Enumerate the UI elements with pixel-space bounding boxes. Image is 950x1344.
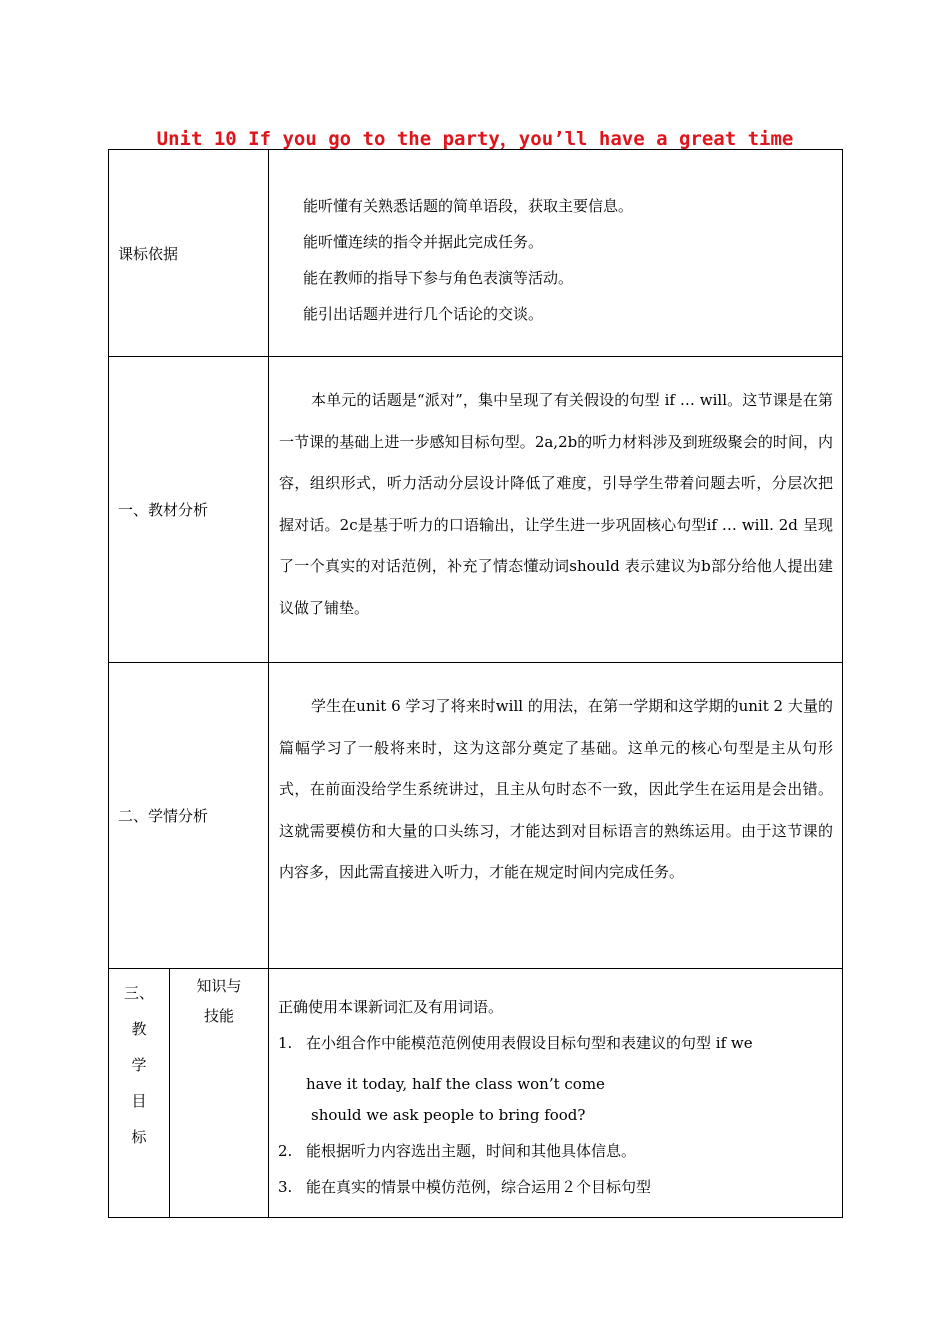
sub-label-knowledge-skills xyxy=(170,969,269,1218)
goal-continuation: have it today, half the class won’t come xyxy=(306,1075,605,1093)
lesson-plan-table xyxy=(108,149,843,1218)
textbook-analysis-text: 本单元的话题是“派对”，集中呈现了有关假设的句型 if … will。这节课是在第一节课的基础上进一步感知目标句型。2a,2b的听力材料涉及到班级聚会的时间，内容，组织形式，听力活动分层设计降低了难度，引导学生带着问题去听，分层次把握对话。2c是基于听力的口语输出，让学生进一步巩固核心句型if … will. 2d 呈现了一个真实的对话范例，补充了情态懂动词should 表示建议为b部分给他人提出建议做了铺垫。 xyxy=(279,391,834,617)
goal-number: 2. xyxy=(278,1142,293,1160)
goal-text: 在小组合作中能模范范例使用表假设目标句型和表建议的句型 if we xyxy=(306,1034,753,1052)
goal-continuation: should we ask people to bring food? xyxy=(311,1106,586,1124)
document-title: Unit 10 If you go to the party，you’ll have a great time xyxy=(156,128,794,150)
sub-label-line: 技能 xyxy=(204,1007,235,1025)
student-analysis-text: 学生在unit 6 学习了将来时will 的用法，在第一学期和这学期的unit 2 大量的篇幅学习了一般将来时，这为这部分奠定了基础。这单元的核心句型是主从句形式，在前面没给学生系统讲过，且主从句时态不一致，因此学生在运用是会出错。这就需要模仿和大量的口头练习，才能达到对目标语言的熟练运用。由于这节课的内容多，因此需直接进入听力，才能在规定时间内完成任务。 xyxy=(279,697,834,881)
table-row xyxy=(109,357,843,663)
goals-label-char: 三、 xyxy=(123,984,154,1002)
curriculum-line: 能在教师的指导下参与角色表演等活动。 xyxy=(303,269,574,287)
goal-item xyxy=(278,1169,834,1205)
curriculum-line: 能听懂连续的指令并据此完成任务。 xyxy=(303,233,544,251)
goal-text: 能在真实的情景中模仿范例，综合运用２个目标句型 xyxy=(306,1178,652,1196)
row-label-textbook-analysis: 一、教材分析 xyxy=(109,357,269,663)
textbook-analysis-content xyxy=(269,357,843,663)
goals-intro: 正确使用本课新词汇及有用词语。 xyxy=(278,998,504,1016)
goal-item xyxy=(278,1025,834,1061)
row-label-teaching-goals xyxy=(109,969,170,1218)
curriculum-line: 能引出话题并进行几个话论的交谈。 xyxy=(303,305,544,323)
goal-item xyxy=(278,1133,834,1169)
goals-label-char: 学 xyxy=(131,1056,147,1074)
goal-number: 1. xyxy=(278,1034,293,1052)
table-row xyxy=(109,663,843,969)
table-row xyxy=(109,150,843,357)
curriculum-line: 能听懂有关熟悉话题的简单语段，获取主要信息。 xyxy=(303,197,634,215)
goals-label-char: 标 xyxy=(131,1128,147,1146)
row-label-curriculum-basis: 课标依据 xyxy=(109,150,269,357)
curriculum-basis-content xyxy=(269,150,843,357)
goal-number: 3. xyxy=(278,1178,293,1196)
goals-label-char: 目 xyxy=(131,1092,147,1110)
table-row xyxy=(109,969,843,1218)
goal-text: 能根据听力内容选出主题，时间和其他具体信息。 xyxy=(306,1142,637,1160)
goals-label-char: 教 xyxy=(131,1020,147,1038)
teaching-goals-content xyxy=(269,969,843,1218)
sub-label-line: 知识与 xyxy=(196,977,242,995)
student-analysis-content xyxy=(269,663,843,969)
row-label-student-analysis: 二、学情分析 xyxy=(109,663,269,969)
